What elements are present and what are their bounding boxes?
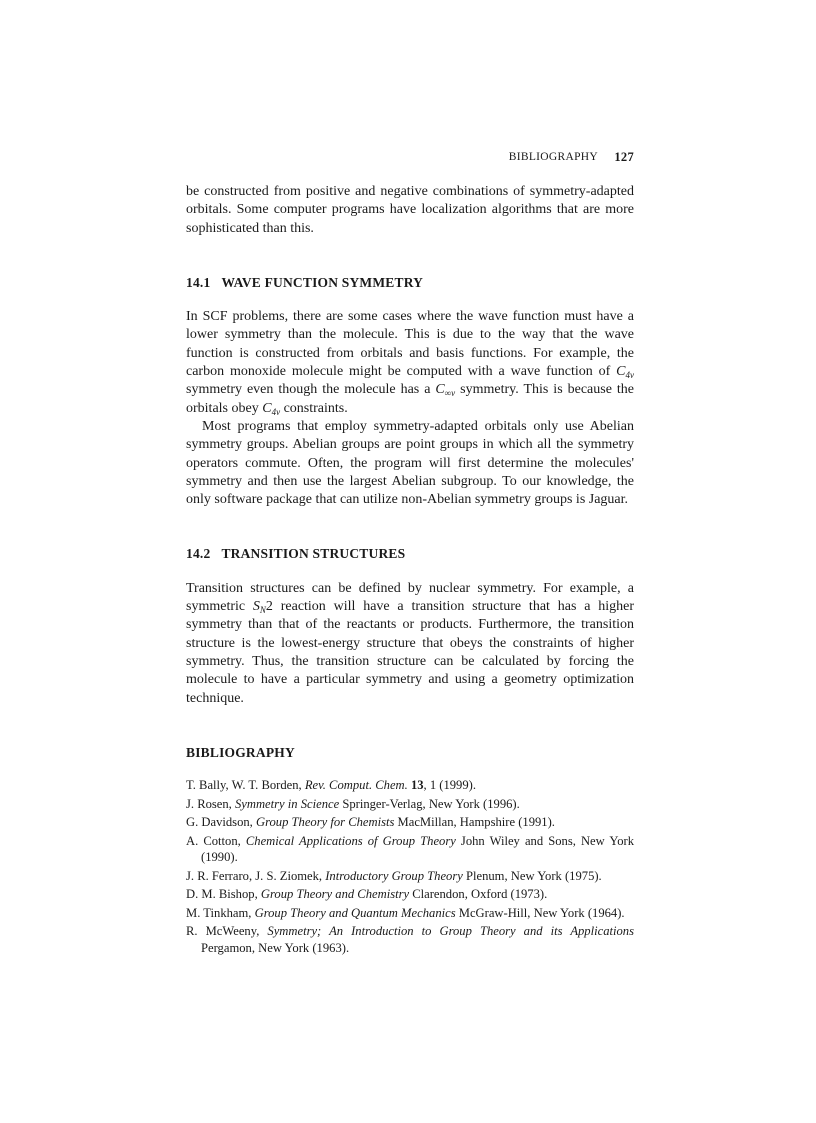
paragraph-wave-function-1 bbox=[186, 308, 634, 418]
reference-item: A. Cotton, Chemical Applications of Group Theory John Wiley and Sons, New York (1990). bbox=[186, 833, 634, 865]
section-heading-14-2 bbox=[186, 545, 634, 563]
text-run: constraints. bbox=[280, 400, 348, 416]
running-head-title: BIBLIOGRAPHY bbox=[508, 151, 598, 163]
paragraph-wave-function-2: Most programs that employ symmetry-adapted orbitals only use Abelian symmetry groups. Abelian groups are point groups in which all the symmetry operators commute. Often, the program will first determine the molecules' symmetry and then use the largest Abelian subgroup. To our knowledge, the only software package that can utilize non-Abelian symmetry groups is Jaguar. bbox=[186, 418, 634, 508]
page-body bbox=[186, 183, 634, 958]
text-run: symmetry even though the molecule has a bbox=[186, 382, 436, 398]
section-title: TRANSITION STRUCTURES bbox=[221, 546, 406, 562]
text-run: In SCF problems, there are some cases where the wave function must have a lower symmetry than the molecule. This is due to the way that the wave function is constructed from orbitals and basis functions. For example, the carbon monoxide molecule might be computed with a wave function of bbox=[186, 309, 634, 380]
section-heading-14-1 bbox=[186, 274, 634, 292]
symbol-c4v: $C_{4v}$ bbox=[616, 364, 634, 381]
running-header bbox=[186, 150, 634, 168]
text-run: symmetry. This is because the orbitals obey bbox=[186, 382, 634, 416]
page-number: 127 bbox=[614, 150, 634, 164]
symbol-sn: $S_N$ bbox=[252, 599, 266, 616]
reference-item: M. Tinkham, Group Theory and Quantum Mechanics McGraw-Hill, New York (1964). bbox=[186, 905, 625, 920]
section-title: WAVE FUNCTION SYMMETRY bbox=[221, 274, 424, 290]
section-number: 14.1 bbox=[186, 274, 211, 290]
bibliography-heading: BIBLIOGRAPHY bbox=[186, 744, 295, 760]
reference-item: J. R. Ferraro, J. S. Ziomek, Introductory Group Theory Plenum, New York (1975). bbox=[186, 868, 602, 883]
intro-paragraph: be constructed from positive and negative combinations of symmetry-adapted orbitals. Some computer programs have localization algorithms that are more sophisticated than this. bbox=[186, 184, 634, 236]
reference-item: T. Bally, W. T. Borden, Rev. Comput. Chem. 13, 1 (1999). bbox=[186, 778, 476, 793]
reference-item: G. Davidson, Group Theory for Chemists MacMillan, Hampshire (1991). bbox=[186, 815, 555, 830]
reference-list bbox=[186, 777, 634, 956]
section-number: 14.2 bbox=[186, 546, 211, 562]
reference-item: R. McWeeny, Symmetry; An Introduction to Group Theory and its Applications Pergamon, New York (1963). bbox=[186, 924, 634, 955]
reference-item: D. M. Bishop, Group Theory and Chemistry Clarendon, Oxford (1973). bbox=[186, 887, 548, 902]
symbol-c4v: $C_{4v}$ bbox=[262, 400, 281, 417]
text-run: 2 reaction will have a transition structure that has a higher symmetry than that of the reactants or products. Furthermore, the transition structure is the lowest-energy structure that obeys the constraints of higher symmetry. Thus, the transition structure can be calculated by forcing the molecule to have a particular symmetry and using a geometry optimization technique. bbox=[186, 599, 634, 706]
text-run: Transition structures can be defined by nuclear symmetry. For example, a symmetric bbox=[186, 580, 634, 615]
symbol-cinfv: $C_{\infty v}$ bbox=[435, 382, 456, 399]
paragraph-transition-structures bbox=[186, 580, 634, 708]
reference-item: J. Rosen, Symmetry in Science Springer-Verlag, New York (1996). bbox=[186, 796, 520, 811]
